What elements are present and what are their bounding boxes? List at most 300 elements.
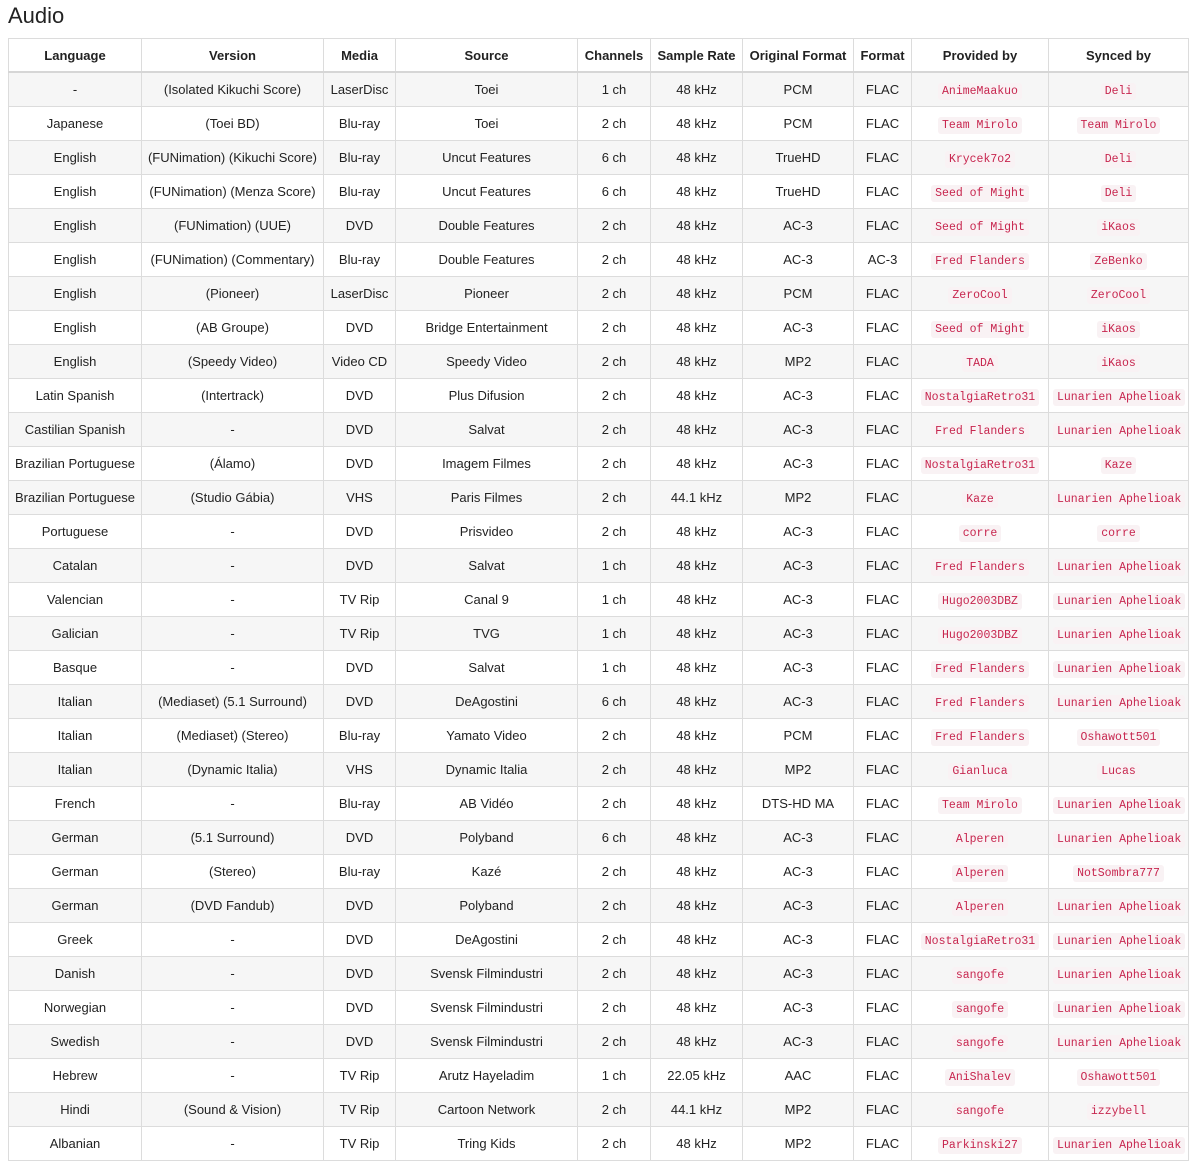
cell-original-format: AC-3 [743,923,854,957]
column-header-format: Format [854,39,912,73]
cell-source: Speedy Video [396,345,578,379]
provided-by-name: Team Mirolo [938,797,1022,814]
table-row [9,72,1189,107]
cell-version: - [142,1025,324,1059]
cell-version: (Isolated Kikuchi Score) [142,72,324,107]
cell-sample-rate: 48 kHz [651,889,743,923]
cell-language: Albanian [9,1127,142,1161]
table-row [9,991,1189,1025]
cell-provided-by [912,515,1049,549]
synced-by-name: Lunarien Aphelioak [1053,389,1185,406]
cell-original-format: AC-3 [743,617,854,651]
table-row [9,855,1189,889]
cell-original-format: DTS-HD MA [743,787,854,821]
table-row [9,243,1189,277]
table-row [9,277,1189,311]
table-row [9,107,1189,141]
cell-source: Imagem Filmes [396,447,578,481]
cell-provided-by [912,787,1049,821]
cell-version: - [142,583,324,617]
provided-by-name: TADA [962,355,998,372]
provided-by-name: Hugo2003DBZ [938,627,1022,644]
cell-original-format: AC-3 [743,583,854,617]
synced-by-name: Lunarien Aphelioak [1053,1137,1185,1154]
synced-by-name: corre [1097,525,1140,542]
table-row [9,787,1189,821]
cell-sample-rate: 48 kHz [651,311,743,345]
cell-language: Danish [9,957,142,991]
cell-language: Japanese [9,107,142,141]
synced-by-name: Deli [1101,185,1137,202]
provided-by-name: sangofe [952,967,1008,984]
cell-sample-rate: 48 kHz [651,107,743,141]
cell-channels: 1 ch [578,617,651,651]
cell-original-format: PCM [743,107,854,141]
cell-original-format: MP2 [743,345,854,379]
cell-original-format: PCM [743,72,854,107]
cell-version: (AB Groupe) [142,311,324,345]
cell-provided-by [912,72,1049,107]
provided-by-name: Seed of Might [931,185,1029,202]
table-row [9,1127,1189,1161]
cell-channels: 2 ch [578,1093,651,1127]
cell-language: Castilian Spanish [9,413,142,447]
cell-provided-by [912,889,1049,923]
cell-language: English [9,243,142,277]
cell-media: DVD [324,515,396,549]
cell-channels: 2 ch [578,957,651,991]
cell-source: Uncut Features [396,141,578,175]
cell-source: Svensk Filmindustri [396,1025,578,1059]
cell-format: FLAC [854,821,912,855]
cell-synced-by [1049,1093,1189,1127]
cell-provided-by [912,413,1049,447]
cell-original-format: PCM [743,719,854,753]
cell-language: French [9,787,142,821]
cell-media: VHS [324,481,396,515]
provided-by-name: Kaze [962,491,998,508]
cell-version: - [142,991,324,1025]
cell-sample-rate: 48 kHz [651,923,743,957]
cell-provided-by [912,107,1049,141]
cell-provided-by [912,651,1049,685]
cell-original-format: AC-3 [743,651,854,685]
cell-language: English [9,311,142,345]
cell-provided-by [912,209,1049,243]
cell-media: TV Rip [324,1093,396,1127]
cell-language: Basque [9,651,142,685]
synced-by-name: Lunarien Aphelioak [1053,593,1185,610]
cell-source: Salvat [396,549,578,583]
provided-by-name: Hugo2003DBZ [938,593,1022,610]
cell-media: DVD [324,685,396,719]
cell-source: Toei [396,107,578,141]
cell-provided-by [912,617,1049,651]
cell-language: English [9,141,142,175]
cell-source: Polyband [396,889,578,923]
cell-language: Hindi [9,1093,142,1127]
cell-language: English [9,345,142,379]
cell-original-format: AC-3 [743,685,854,719]
cell-format: AC-3 [854,243,912,277]
cell-source: DeAgostini [396,923,578,957]
cell-version: - [142,1059,324,1093]
cell-media: DVD [324,379,396,413]
cell-channels: 1 ch [578,583,651,617]
synced-by-name: iKaos [1097,321,1140,338]
synced-by-name: Deli [1101,151,1137,168]
provided-by-name: Fred Flanders [931,729,1029,746]
cell-synced-by [1049,957,1189,991]
cell-format: FLAC [854,889,912,923]
cell-synced-by [1049,209,1189,243]
cell-format: FLAC [854,447,912,481]
cell-sample-rate: 48 kHz [651,651,743,685]
column-header-sample-rate: Sample Rate [651,39,743,73]
synced-by-name: Lunarien Aphelioak [1053,797,1185,814]
cell-format: FLAC [854,175,912,209]
synced-by-name: Lunarien Aphelioak [1053,559,1185,576]
cell-provided-by [912,379,1049,413]
cell-original-format: AC-3 [743,991,854,1025]
cell-synced-by [1049,1025,1189,1059]
column-header-language: Language [9,39,142,73]
synced-by-name: iKaos [1097,355,1140,372]
cell-version: (FUNimation) (Commentary) [142,243,324,277]
cell-language: English [9,277,142,311]
cell-language: German [9,855,142,889]
cell-language: Galician [9,617,142,651]
cell-media: Blu-ray [324,107,396,141]
table-row [9,651,1189,685]
cell-media: DVD [324,923,396,957]
cell-provided-by [912,549,1049,583]
provided-by-name: Fred Flanders [931,423,1029,440]
cell-version: (Mediaset) (Stereo) [142,719,324,753]
cell-media: DVD [324,311,396,345]
cell-synced-by [1049,617,1189,651]
cell-language: English [9,175,142,209]
cell-channels: 6 ch [578,685,651,719]
cell-format: FLAC [854,1025,912,1059]
provided-by-name: Alperen [952,831,1008,848]
cell-language: Swedish [9,1025,142,1059]
cell-format: FLAC [854,685,912,719]
cell-format: FLAC [854,549,912,583]
cell-media: TV Rip [324,1059,396,1093]
cell-synced-by [1049,753,1189,787]
table-row [9,345,1189,379]
table-row [9,583,1189,617]
cell-original-format: MP2 [743,1093,854,1127]
provided-by-name: ZeroCool [948,287,1011,304]
cell-version: (Toei BD) [142,107,324,141]
cell-source: Polyband [396,821,578,855]
synced-by-name: Lunarien Aphelioak [1053,627,1185,644]
cell-language: Italian [9,719,142,753]
cell-original-format: AC-3 [743,209,854,243]
cell-media: DVD [324,957,396,991]
cell-version: - [142,515,324,549]
cell-source: AB Vidéo [396,787,578,821]
cell-sample-rate: 22.05 kHz [651,1059,743,1093]
cell-version: (Pioneer) [142,277,324,311]
cell-version: - [142,651,324,685]
cell-sample-rate: 48 kHz [651,719,743,753]
cell-media: Blu-ray [324,787,396,821]
cell-channels: 2 ch [578,923,651,957]
cell-channels: 2 ch [578,719,651,753]
cell-version: (Álamo) [142,447,324,481]
cell-sample-rate: 48 kHz [651,821,743,855]
cell-media: DVD [324,447,396,481]
cell-source: Cartoon Network [396,1093,578,1127]
cell-format: FLAC [854,991,912,1025]
cell-format: FLAC [854,481,912,515]
cell-provided-by [912,957,1049,991]
cell-channels: 2 ch [578,481,651,515]
cell-format: FLAC [854,923,912,957]
cell-version: - [142,1127,324,1161]
cell-provided-by [912,855,1049,889]
cell-channels: 2 ch [578,1127,651,1161]
cell-channels: 1 ch [578,651,651,685]
cell-format: FLAC [854,1093,912,1127]
cell-channels: 2 ch [578,991,651,1025]
cell-channels: 2 ch [578,209,651,243]
cell-original-format: AC-3 [743,311,854,345]
cell-sample-rate: 48 kHz [651,957,743,991]
synced-by-name: Lunarien Aphelioak [1053,967,1185,984]
cell-sample-rate: 48 kHz [651,685,743,719]
cell-sample-rate: 48 kHz [651,855,743,889]
table-row [9,821,1189,855]
cell-original-format: AC-3 [743,379,854,413]
cell-media: TV Rip [324,583,396,617]
cell-source: Double Features [396,243,578,277]
cell-synced-by [1049,991,1189,1025]
synced-by-name: Lunarien Aphelioak [1053,933,1185,950]
synced-by-name: Lunarien Aphelioak [1053,695,1185,712]
cell-language: - [9,72,142,107]
provided-by-name: NostalgiaRetro31 [921,457,1039,474]
cell-provided-by [912,583,1049,617]
cell-channels: 6 ch [578,821,651,855]
cell-version: - [142,787,324,821]
cell-sample-rate: 48 kHz [651,753,743,787]
cell-version: (Sound & Vision) [142,1093,324,1127]
provided-by-name: Alperen [952,899,1008,916]
cell-original-format: MP2 [743,481,854,515]
cell-sample-rate: 44.1 kHz [651,1093,743,1127]
audio-table [8,38,1189,1161]
cell-format: FLAC [854,107,912,141]
cell-language: Italian [9,753,142,787]
cell-synced-by [1049,787,1189,821]
cell-format: FLAC [854,209,912,243]
cell-channels: 2 ch [578,1025,651,1059]
cell-format: FLAC [854,515,912,549]
synced-by-name: ZeroCool [1087,287,1150,304]
cell-original-format: AAC [743,1059,854,1093]
cell-original-format: AC-3 [743,957,854,991]
cell-synced-by [1049,345,1189,379]
cell-version: (Speedy Video) [142,345,324,379]
synced-by-name: Lunarien Aphelioak [1053,661,1185,678]
cell-original-format: AC-3 [743,243,854,277]
cell-media: DVD [324,889,396,923]
cell-synced-by [1049,243,1189,277]
cell-version: - [142,957,324,991]
cell-language: Hebrew [9,1059,142,1093]
cell-synced-by [1049,107,1189,141]
synced-by-name: iKaos [1097,219,1140,236]
cell-version: - [142,617,324,651]
synced-by-name: Lunarien Aphelioak [1053,491,1185,508]
cell-sample-rate: 48 kHz [651,515,743,549]
cell-language: Valencian [9,583,142,617]
cell-synced-by [1049,1059,1189,1093]
cell-channels: 2 ch [578,379,651,413]
table-row [9,175,1189,209]
table-row [9,447,1189,481]
cell-source: Toei [396,72,578,107]
cell-media: LaserDisc [324,277,396,311]
cell-media: TV Rip [324,617,396,651]
cell-source: Tring Kids [396,1127,578,1161]
provided-by-name: Alperen [952,865,1008,882]
cell-synced-by [1049,413,1189,447]
cell-format: FLAC [854,141,912,175]
table-header-row [9,39,1189,73]
cell-sample-rate: 48 kHz [651,345,743,379]
cell-provided-by [912,311,1049,345]
cell-original-format: PCM [743,277,854,311]
cell-provided-by [912,345,1049,379]
cell-format: FLAC [854,72,912,107]
cell-version: (5.1 Surround) [142,821,324,855]
synced-by-name: Lunarien Aphelioak [1053,899,1185,916]
cell-source: TVG [396,617,578,651]
synced-by-name: Deli [1101,83,1137,100]
cell-language: English [9,209,142,243]
cell-media: LaserDisc [324,72,396,107]
table-row [9,923,1189,957]
column-header-synced-by: Synced by [1049,39,1189,73]
synced-by-name: ZeBenko [1090,253,1146,270]
cell-language: Catalan [9,549,142,583]
cell-sample-rate: 48 kHz [651,583,743,617]
cell-channels: 2 ch [578,855,651,889]
cell-provided-by [912,141,1049,175]
cell-version: (Intertrack) [142,379,324,413]
cell-synced-by [1049,175,1189,209]
table-row [9,1093,1189,1127]
cell-media: DVD [324,1025,396,1059]
cell-sample-rate: 44.1 kHz [651,481,743,515]
cell-channels: 2 ch [578,277,651,311]
table-row [9,957,1189,991]
synced-by-name: NotSombra777 [1073,865,1164,882]
provided-by-name: Seed of Might [931,219,1029,236]
cell-channels: 2 ch [578,413,651,447]
table-row [9,685,1189,719]
table-row [9,753,1189,787]
cell-media: DVD [324,821,396,855]
cell-source: Canal 9 [396,583,578,617]
cell-sample-rate: 48 kHz [651,175,743,209]
cell-version: (DVD Fandub) [142,889,324,923]
cell-source: Salvat [396,413,578,447]
cell-channels: 2 ch [578,107,651,141]
cell-synced-by [1049,311,1189,345]
cell-media: DVD [324,549,396,583]
cell-provided-by [912,1093,1049,1127]
cell-channels: 2 ch [578,447,651,481]
cell-original-format: AC-3 [743,447,854,481]
cell-source: Salvat [396,651,578,685]
cell-provided-by [912,821,1049,855]
cell-original-format: AC-3 [743,889,854,923]
table-row [9,311,1189,345]
cell-format: FLAC [854,583,912,617]
cell-synced-by [1049,651,1189,685]
cell-format: FLAC [854,719,912,753]
cell-format: FLAC [854,651,912,685]
cell-language: Brazilian Portuguese [9,481,142,515]
cell-provided-by [912,719,1049,753]
synced-by-name: Team Mirolo [1077,117,1161,134]
cell-provided-by [912,685,1049,719]
cell-original-format: AC-3 [743,549,854,583]
cell-channels: 2 ch [578,311,651,345]
cell-format: FLAC [854,277,912,311]
cell-source: Uncut Features [396,175,578,209]
cell-synced-by [1049,583,1189,617]
cell-sample-rate: 48 kHz [651,379,743,413]
cell-sample-rate: 48 kHz [651,447,743,481]
cell-sample-rate: 48 kHz [651,277,743,311]
provided-by-name: Fred Flanders [931,253,1029,270]
cell-language: Portuguese [9,515,142,549]
cell-synced-by [1049,923,1189,957]
cell-version: (Studio Gábia) [142,481,324,515]
cell-channels: 6 ch [578,141,651,175]
synced-by-name: Lunarien Aphelioak [1053,423,1185,440]
cell-media: VHS [324,753,396,787]
cell-format: FLAC [854,311,912,345]
cell-language: Norwegian [9,991,142,1025]
cell-version: (FUNimation) (Kikuchi Score) [142,141,324,175]
cell-channels: 2 ch [578,753,651,787]
provided-by-name: sangofe [952,1035,1008,1052]
cell-format: FLAC [854,1127,912,1161]
cell-media: Blu-ray [324,719,396,753]
cell-provided-by [912,277,1049,311]
cell-original-format: TrueHD [743,141,854,175]
cell-language: Italian [9,685,142,719]
cell-source: Pioneer [396,277,578,311]
cell-sample-rate: 48 kHz [651,243,743,277]
cell-sample-rate: 48 kHz [651,549,743,583]
cell-version: - [142,923,324,957]
table-row [9,209,1189,243]
cell-sample-rate: 48 kHz [651,991,743,1025]
cell-media: DVD [324,209,396,243]
table-row [9,889,1189,923]
provided-by-name: Krycek7o2 [945,151,1015,168]
synced-by-name: Lucas [1097,763,1140,780]
